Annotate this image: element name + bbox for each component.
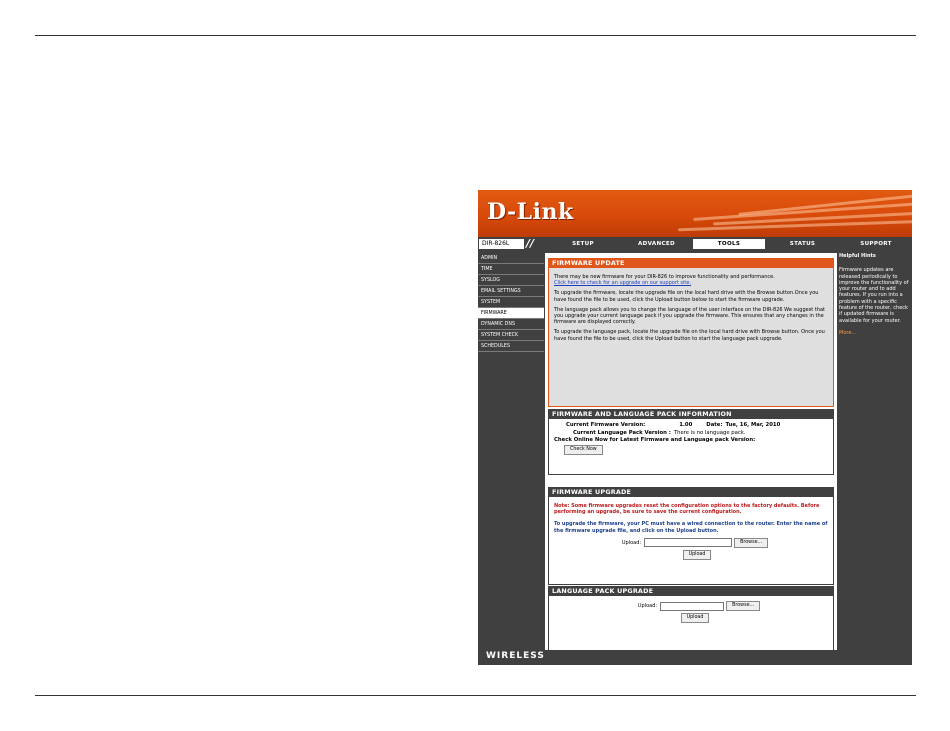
firmware-browse-button[interactable]: Browse...: [734, 538, 768, 548]
sidebar-item-system-check[interactable]: SYSTEM CHECK: [478, 330, 544, 341]
language-browse-button[interactable]: Browse...: [726, 601, 760, 611]
slash-decoration-icon: //: [526, 237, 535, 250]
router-screenshot: [478, 190, 912, 665]
language-pack-upgrade-title: LANGUAGE PACK UPGRADE: [548, 586, 834, 596]
sidebar-item-schedules[interactable]: SCHEDULES: [478, 341, 544, 352]
language-pack-upgrade-body: [548, 596, 834, 650]
language-file-input[interactable]: [660, 602, 724, 611]
firmware-update-body: [548, 268, 834, 407]
more-link[interactable]: More...: [839, 329, 857, 336]
tab-setup[interactable]: SETUP: [572, 241, 594, 247]
hints-text: Firmware updates are released periodically to improve the functionality of your router and to add features. If you run into a problem with a specific feature of the router, check if updated firmware is available for your router.: [839, 267, 909, 324]
wireless-footer-logo: WIRELESS: [486, 651, 545, 661]
model-label: DIR-826L: [479, 239, 524, 249]
language-upload-button[interactable]: Upload: [681, 613, 710, 623]
top-nav: [478, 237, 912, 251]
firmware-upgrade-panel: [548, 487, 834, 585]
top-rule: [35, 35, 916, 36]
firmware-intro-text: There may be new firmware for your DIR-826 to improve functionality and performance.: [554, 274, 775, 280]
sidebar-item-email-settings[interactable]: EMAIL SETTINGS: [478, 286, 544, 297]
language-pack-version-label: Current Language Pack Version :: [573, 429, 671, 436]
language-upload-label: Upload:: [637, 603, 658, 609]
hints-title: Helpful Hints: [839, 253, 876, 259]
firmware-info-body: [548, 419, 834, 475]
firmware-version-label: Current Firmware Version:: [566, 422, 646, 428]
firmware-upgrade-body: [548, 497, 834, 585]
firmware-date-label: Date:: [706, 422, 723, 428]
sidebar: [478, 253, 544, 352]
firmware-date-value: Tue, 16, Mar, 2010: [725, 422, 781, 428]
sidebar-item-syslog[interactable]: SYSLOG: [478, 275, 544, 286]
sidebar-item-admin[interactable]: ADMIN: [478, 253, 544, 264]
helpful-hints: [839, 253, 912, 336]
language-pack-info-text: The language pack allows you to change the language of the user interface on the DIR-826 We suggest that you upgrade your current language pack if you upgrade the firmware. This ensures that any changes in the firmware are displayed correctly.: [554, 306, 826, 326]
tab-support[interactable]: SUPPORT: [860, 241, 892, 247]
firmware-instructions-text: To upgrade the firmware, locate the upgrade file on the local hard drive with the Browse button.Once you have found the file to be used, click the Upload button below to start the firmware upgrade.: [554, 290, 819, 303]
firmware-file-input[interactable]: [644, 538, 732, 547]
firmware-upload-button[interactable]: Upload: [683, 550, 712, 560]
firmware-info-panel: [548, 409, 834, 475]
firmware-upgrade-instructions: To upgrade the firmware, your PC must have a wired connection to the router. Enter the name of the firmware upgrade file, and click on the Upload button.: [554, 521, 828, 534]
bottom-rule: [35, 695, 916, 696]
check-online-label: Check Online Now for Latest Firmware and Language pack Version:: [554, 437, 756, 443]
tab-status[interactable]: STATUS: [789, 241, 816, 247]
check-now-button[interactable]: Check Now: [564, 445, 603, 455]
firmware-version-value: 1.00: [679, 422, 693, 428]
firmware-upload-label: Upload:: [621, 539, 642, 546]
sidebar-item-dynamic-dns[interactable]: DYNAMIC DNS: [478, 319, 544, 330]
tab-tools[interactable]: TOOLS: [693, 239, 765, 249]
language-pack-upgrade-panel: [548, 586, 834, 650]
sidebar-item-time[interactable]: TIME: [478, 264, 544, 275]
language-pack-version-value: There is no language pack.: [673, 429, 746, 436]
firmware-update-panel: [548, 258, 834, 407]
firmware-upgrade-title: FIRMWARE UPGRADE: [548, 487, 834, 497]
main-content: [545, 253, 837, 650]
firmware-upgrade-note: Note: Some firmware upgrades reset the configuration options to the factory defaults. Before performing an upgrade, be sure to save the current configuration.: [554, 503, 820, 516]
language-pack-instructions-text: To upgrade the language pack, locate the upgrade file on the local hard drive with Browse button. Once you have found the file to be used, click the Upload button to start the language pack upgrade.: [554, 329, 825, 342]
dlink-logo: D-Link: [487, 199, 574, 225]
sidebar-item-system[interactable]: SYSTEM: [478, 297, 544, 308]
header-banner: [478, 190, 912, 237]
firmware-update-title: FIRMWARE UPDATE: [548, 258, 834, 268]
support-site-link[interactable]: Click here to check for an upgrade on our support site.: [554, 280, 692, 287]
firmware-info-title: FIRMWARE AND LANGUAGE PACK INFORMATION: [548, 409, 834, 419]
tab-advanced[interactable]: ADVANCED: [638, 241, 675, 247]
sidebar-item-firmware[interactable]: FIRMWARE: [478, 308, 544, 319]
